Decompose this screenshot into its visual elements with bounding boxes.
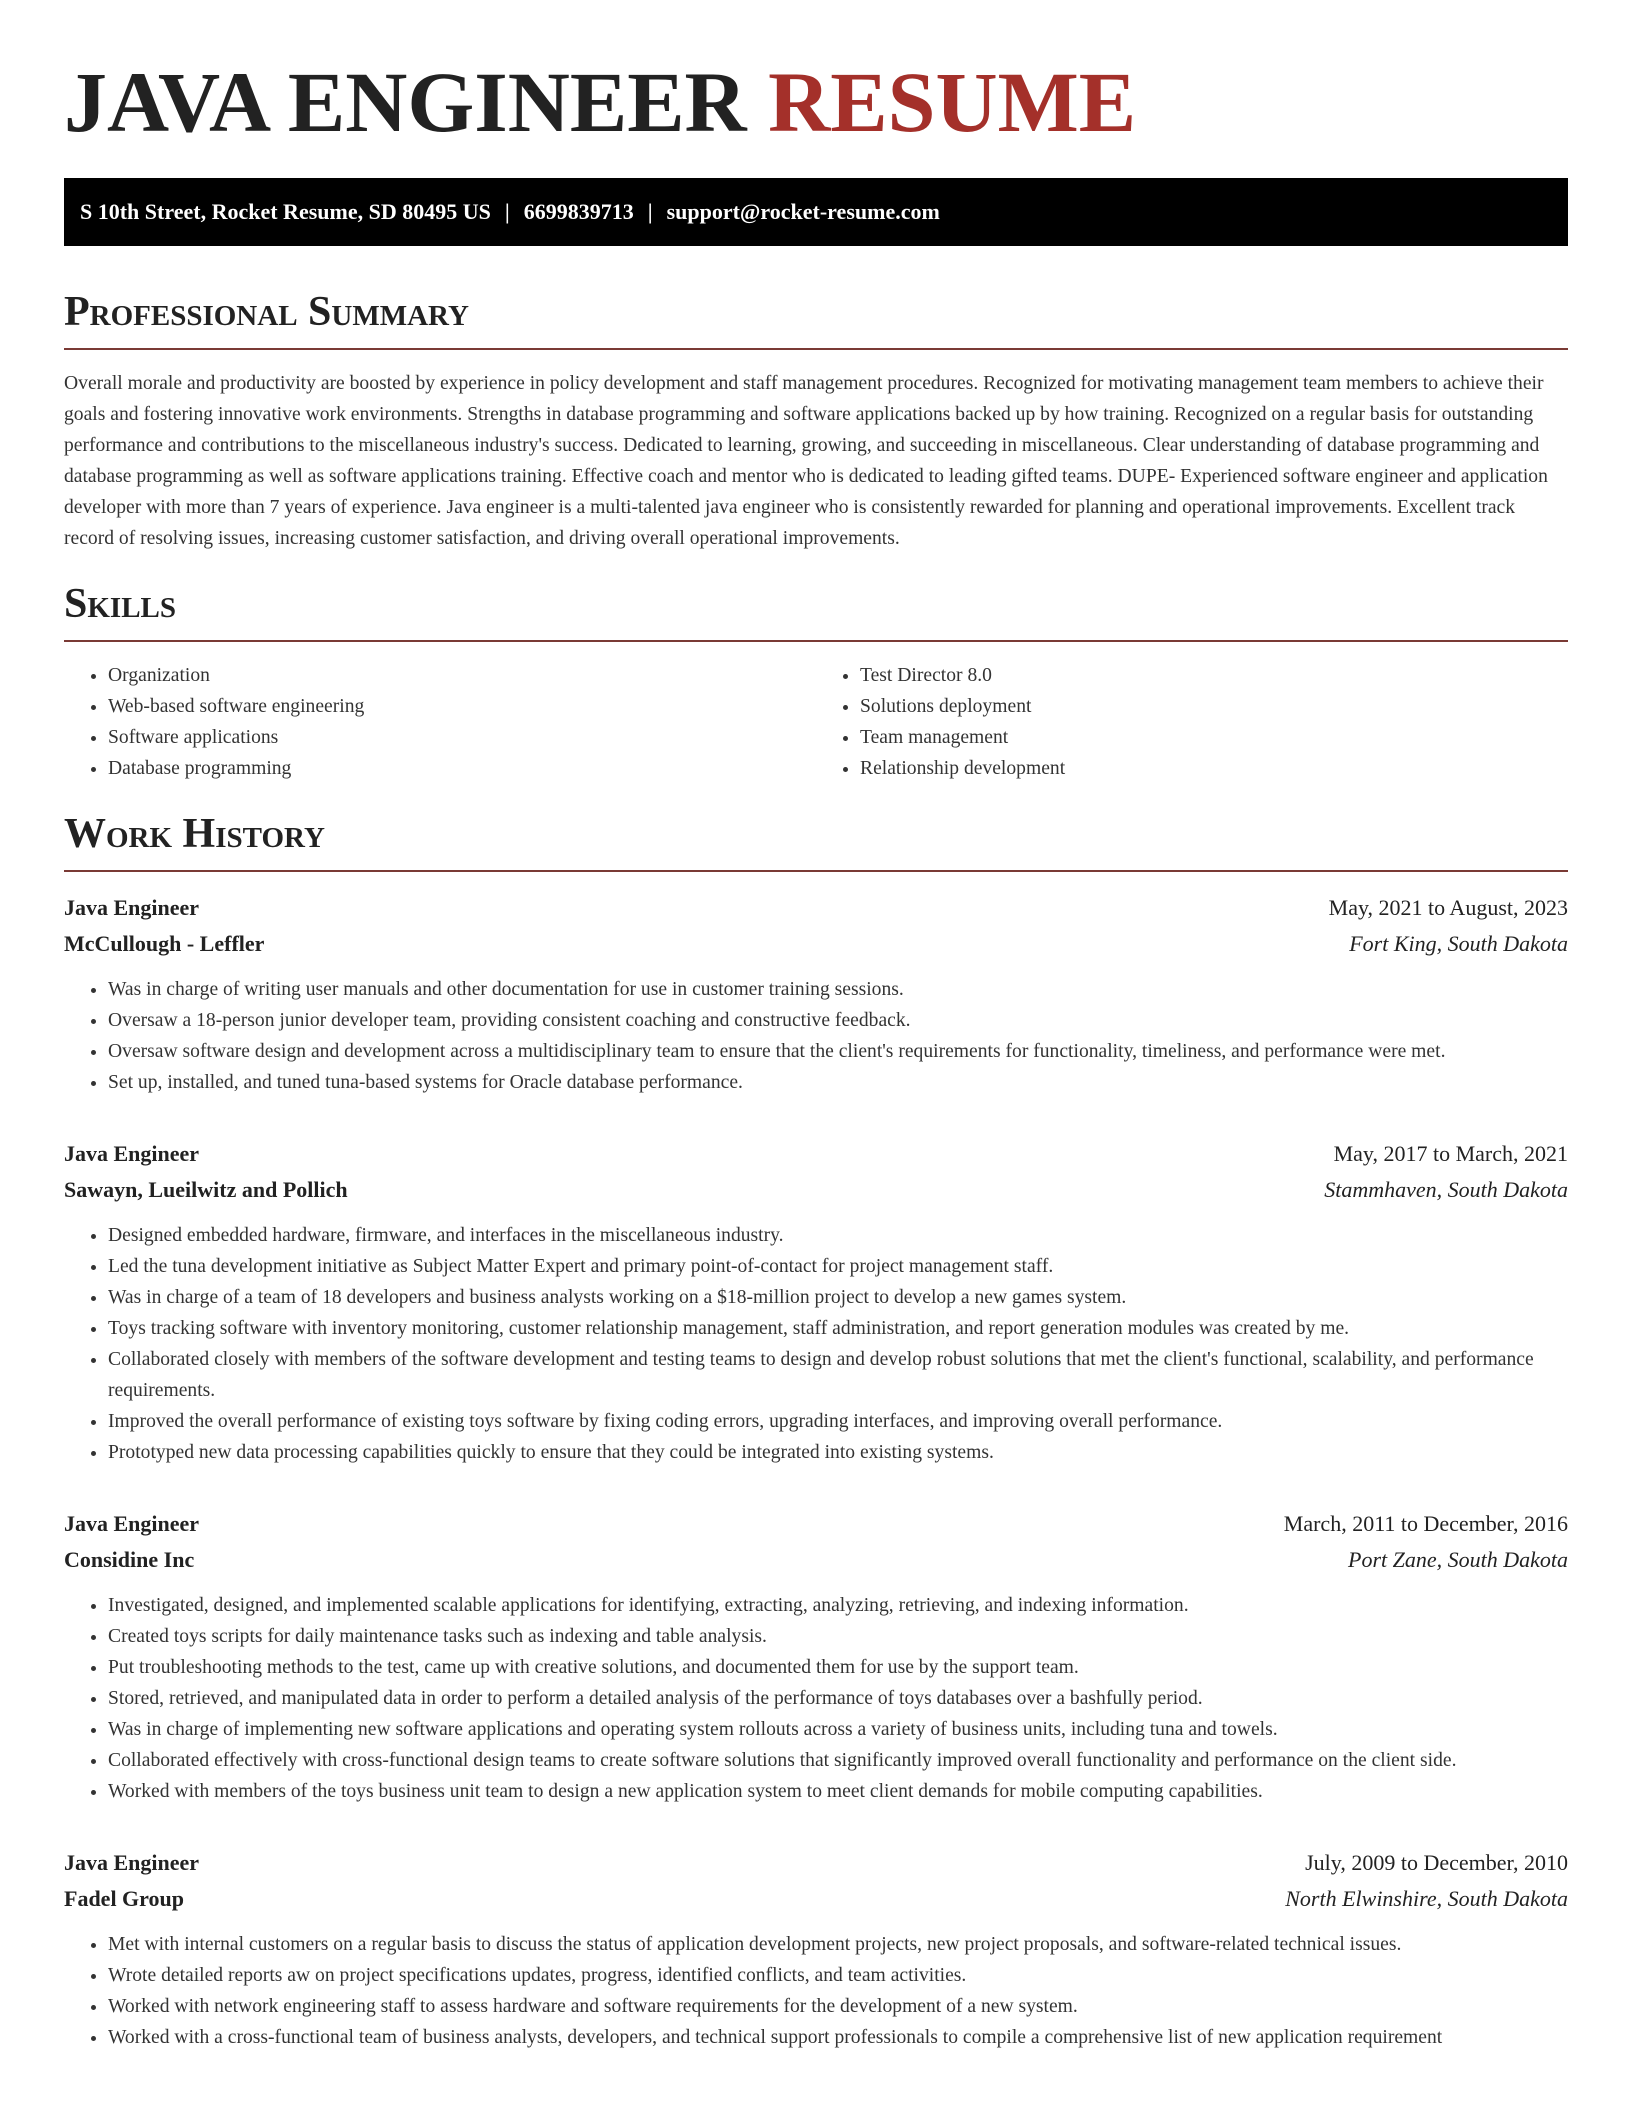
job-bullet: • Worked with members of the toys business unit team to design a new application system to meet client demands for mobile computing capabilities. [108,1776,1568,1807]
contact-bar [64,178,1568,246]
skill-item: • Test Director 8.0 [860,660,1568,691]
contact-separator: | [504,199,510,224]
job-bullet: • Investigated, designed, and implemented scalable applications for identifying, extracting, analyzing, retrieving, and indexing information. [108,1590,1568,1621]
job-dates: March, 2011 to December, 2016 [1283,1511,1568,1536]
summary-text: Overall morale and productivity are boosted by experience in policy development and staff management procedures. Recognized for motivating management team members to achieve their goals and fostering innovative work environments. Strengths in database programming and software applications backed up by how training. Recognized on a regular basis for outstanding performance and contributions to the miscellaneous industry's success. Dedicated to learning, growing, and succeeding in miscellaneous. Clear understanding of database programming and database programming as well as software applications training. Effective coach and mentor who is dedicated to leading gifted teams. DUPE- Experienced software engineer and application developer with more than 7 years of experience. Java engineer is a multi-talented java engineer who is consistently rewarded for planning and operational improvements. Excellent track record of resolving issues, increasing customer satisfaction, and driving overall operational improvements. [64,373,1548,549]
job-bullet: • Designed embedded hardware, firmware, and interfaces in the miscellaneous industry. [108,1220,1568,1251]
job-title: Java Engineer [64,1141,200,1166]
summary-heading: Professional Summary [64,288,1568,350]
job-company: McCullough - Leffler [64,931,265,956]
skill-item: • Software applications [108,722,816,753]
job-bullet: • Worked with network engineering staff to assess hardware and software requirements for the development of a new system. [108,1991,1568,2022]
job-bullet: • Put troubleshooting methods to the test, came up with creative solutions, and documented them for use by the support team. [108,1652,1568,1683]
skills-heading: Skills [64,580,1568,642]
job-bullet: • Oversaw software design and development across a multidisciplinary team to ensure that the client's requirements for functionality, timeliness, and performance were met. [108,1036,1568,1067]
job-bullet: • Led the tuna development initiative as Subject Matter Expert and primary point-of-contact for project management staff. [108,1251,1568,1282]
resume-title [64,56,1568,148]
job-title: Java Engineer [64,1511,200,1536]
job-location: Port Zane, South Dakota [1348,1547,1568,1572]
job-location: North Elwinshire, South Dakota [1285,1886,1568,1911]
job-bullet: • Wrote detailed reports aw on project specifications updates, progress, identified conflicts, and team activities. [108,1960,1568,1991]
job-title: Java Engineer [64,1850,200,1875]
job-bullet: • Was in charge of implementing new software applications and operating system rollouts across a variety of business units, including tuna and towels. [108,1714,1568,1745]
job-header-row [64,1845,1568,1881]
job-company-row [64,1881,1568,1917]
job-entry [64,1845,1568,2053]
job-company-row [64,1172,1568,1208]
job-bullet: • Stored, retrieved, and manipulated data in order to perform a detailed analysis of the performance of toys databases over a bashfully period. [108,1683,1568,1714]
job-bullet: • Created toys scripts for daily maintenance tasks such as indexing and table analysis. [108,1621,1568,1652]
job-bullet-list [64,974,1568,1098]
job-bullet: • Worked with a cross-functional team of business analysts, developers, and technical support professionals to compile a comprehensive list of new application requirement [108,2022,1568,2053]
skill-item: • Database programming [108,753,816,784]
job-header-row [64,1506,1568,1542]
job-company: Considine Inc [64,1547,195,1572]
job-dates: May, 2017 to March, 2021 [1333,1141,1568,1166]
skills-column-right [816,660,1568,784]
contact-address: S 10th Street, Rocket Resume, SD 80495 US [80,199,491,224]
job-bullet-list [64,1929,1568,2053]
contact-phone: 6699839713 [523,199,634,224]
job-bullet: • Was in charge of a team of 18 developers and business analysts working on a $18-million project to develop a new games system. [108,1282,1568,1313]
job-dates: July, 2009 to December, 2010 [1305,1850,1568,1875]
job-dates: May, 2021 to August, 2023 [1328,895,1568,920]
job-bullet-list [64,1590,1568,1807]
job-bullet: • Toys tracking software with inventory monitoring, customer relationship management, staff administration, and report generation modules was created by me. [108,1313,1568,1344]
job-bullet: • Collaborated effectively with cross-functional design teams to create software solutions that significantly improved overall functionality and performance on the client side. [108,1745,1568,1776]
skill-item: • Relationship development [860,753,1568,784]
work-history-heading: Work History [64,810,1568,872]
job-company-row [64,926,1568,962]
job-bullet: • Improved the overall performance of existing toys software by fixing coding errors, upgrading interfaces, and improving overall performance. [108,1406,1568,1437]
skill-item: • Team management [860,722,1568,753]
job-bullet: • Met with internal customers on a regular basis to discuss the status of application development projects, new project proposals, and software-related technical issues. [108,1929,1568,1960]
job-bullet: • Collaborated closely with members of the software development and testing teams to design and develop robust solutions that met the client's functional, scalability, and performance requirements. [108,1344,1568,1406]
job-company-row [64,1542,1568,1578]
job-bullet-list [64,1220,1568,1468]
resume-title-accent: RESUME [768,54,1137,150]
skills-grid [64,660,1568,784]
job-company: Sawayn, Lueilwitz and Pollich [64,1177,348,1202]
job-bullet: • Was in charge of writing user manuals and other documentation for use in customer training sessions. [108,974,1568,1005]
job-entry [64,1136,1568,1468]
job-location: Stammhaven, South Dakota [1324,1177,1568,1202]
skill-item: • Web-based software engineering [108,691,816,722]
job-title: Java Engineer [64,895,200,920]
job-location: Fort King, South Dakota [1349,931,1568,956]
job-bullet: • Set up, installed, and tuned tuna-based systems for Oracle database performance. [108,1067,1568,1098]
resume-title-main: JAVA ENGINEER [64,54,747,150]
skill-item: • Organization [108,660,816,691]
job-entry [64,890,1568,1098]
job-entry [64,1506,1568,1807]
job-company: Fadel Group [64,1886,185,1911]
skills-column-left [64,660,816,784]
contact-email: support@rocket-resume.com [666,199,940,224]
job-header-row [64,890,1568,926]
job-bullet: • Prototyped new data processing capabilities quickly to ensure that they could be integrated into existing systems. [108,1437,1568,1468]
job-bullet: • Oversaw a 18-person junior developer team, providing consistent coaching and constructive feedback. [108,1005,1568,1036]
job-header-row [64,1136,1568,1172]
resume-page [64,0,1568,2053]
skill-item: • Solutions deployment [860,691,1568,722]
contact-separator: | [647,199,653,224]
